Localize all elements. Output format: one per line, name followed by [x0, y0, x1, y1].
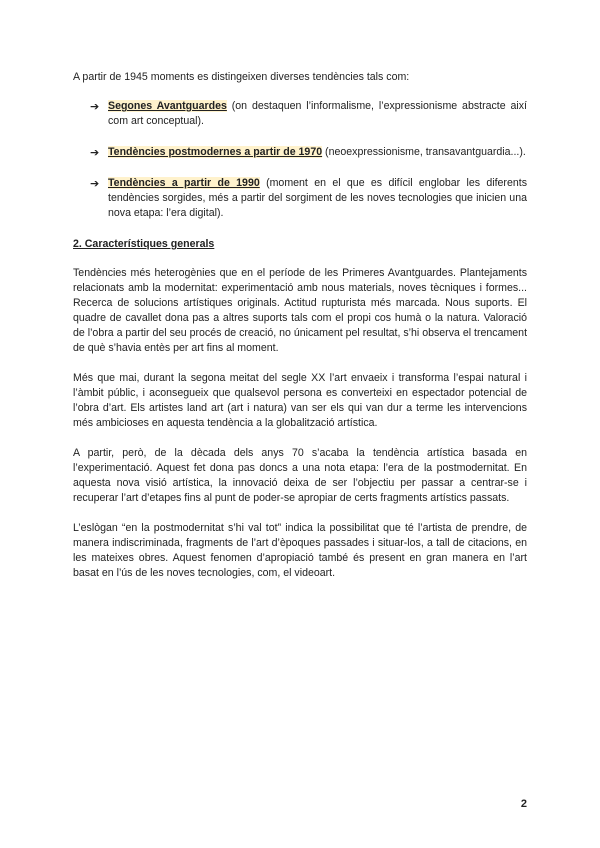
highlighted-term: Tendències postmodernes a partir de 1970: [108, 146, 323, 158]
body-paragraph: Tendències més heterogènies que en el període de les Primeres Avantguardes. Plantejaments relacionats amb la modernitat: experimentació amb nous materials, noves tècniques i formes... Recerca de solucions artístiques originals. Actitud rupturista més marcada. Nous suports. El quadre de cavallet dona pas a altres suports tals com el propi cos humà o la natura. Valoració de l’obra a partir del seu procés de creació, no únicament pel resultat, s’hi observa el trencament de què s’havia entès per art fins al moment.: [73, 267, 528, 354]
tendencies-list: [73, 99, 527, 221]
body-paragraph: Més que mai, durant la segona meitat del segle XX l’art envaeix i transforma l’espai natural i l’àmbit públic, i aconsegueix que qualsevol persona es converteixi en espectador potencial de l’obra d’art. Els artistes land art (art i natura) van ser els qui van dur a terme les intervencions més ambicioses en aquesta tendència a la globalització artística.: [73, 372, 527, 429]
document-page: [73, 70, 527, 596]
list-item-text: (on destaquen l’informalisme, l’expressionisme abstracte així com art conceptual).: [108, 100, 527, 127]
list-item: [90, 145, 527, 160]
intro-text: A partir de 1945 moments es distingeixen diverses tendències tals com:: [73, 71, 410, 83]
list-item-text: (moment en el que es difícil englobar les diferents tendències sorgides, més a partir del sorgiment de les noves tecnologies que inicien una nova etapa: l’era digital).: [108, 177, 527, 219]
list-item-text: (neoexpressionisme, transavantguardia...).: [322, 146, 526, 158]
arrow-icon: ➔: [90, 177, 100, 190]
list-item: [90, 99, 527, 129]
arrow-icon: ➔: [90, 100, 100, 113]
body-paragraph: L’eslògan “en la postmodernitat s’hi val tot” indica la possibilitat que té l’artista de prendre, de manera indiscriminada, fragments de l’art d’èpoques passades i situar-los, a tall de citacions, en les mateixes obres. Aquest fenomen d’apropiació també és present en gran manera en l’art basat en l’ús de les noves tecnologies, com, el videoart.: [73, 522, 527, 579]
list-item: [90, 176, 527, 221]
highlighted-term: Tendències a partir de 1990: [108, 177, 260, 189]
section-heading: 2. Característiques generals: [73, 238, 215, 250]
body-paragraph: A partir, però, de la dècada dels anys 70 s’acaba la tendència artística basada en l’experimentació. Aquest fet dona pas doncs a una nota etapa: l’era de la postmodernitat. En aquesta nova visió artística, la innovació deixa de ser l’objectiu per passar a centrar-se i recuperar l’art d’etapes fins al punt de poder-se apropiar de certs fragments artístics passats.: [73, 447, 527, 504]
highlighted-term: Segones Avantguardes: [108, 100, 227, 112]
arrow-icon: ➔: [90, 146, 100, 159]
page-number: 2: [520, 798, 527, 810]
